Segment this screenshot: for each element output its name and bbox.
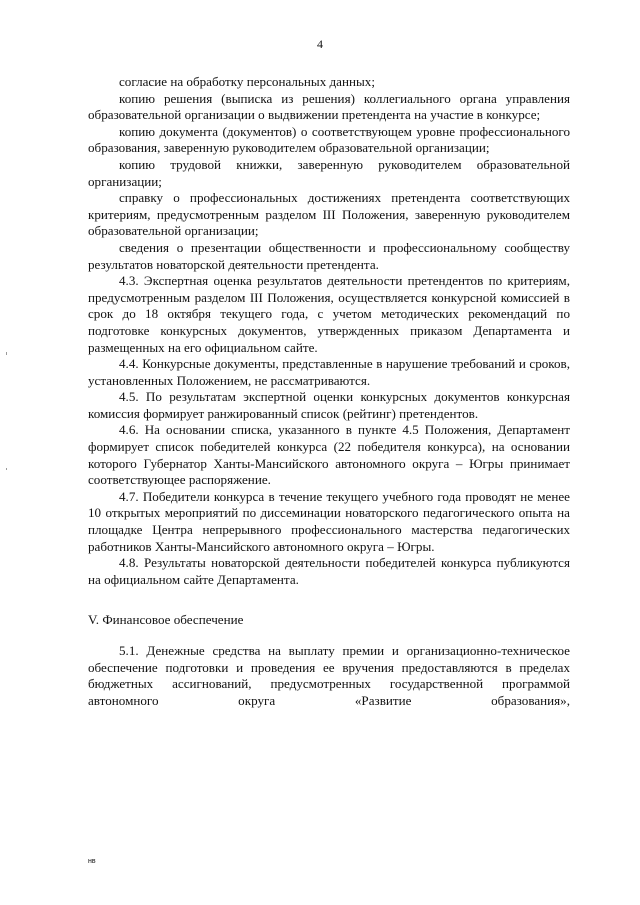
paragraph: 5.1. Денежные средства на выплату премии и организационно-техническое обеспечение подготовки и проведения ее вручения предоставляются в пределах бюджетных ассигнований, предусмотренных государственной программой автономного округа «Развитие образования»,: [88, 643, 570, 708]
paragraph: 4.5. По результатам экспертной оценки конкурсных документов конкурсная комиссия формирует ранжированный список (рейтинг) претендентов.: [88, 389, 570, 421]
paragraph: 4.4. Конкурсные документы, представленные в нарушение требований и сроков, установленных Положением, не рассматриваются.: [88, 356, 570, 388]
scan-speck: [6, 468, 7, 470]
section-heading: V. Финансовое обеспечение: [88, 612, 244, 628]
paragraph: копию документа (документов) о соответствующем уровне профессионального образования, заверенную руководителем образовательной организации;: [88, 123, 570, 156]
paragraph: 4.3. Экспертная оценка результатов деятельности претендентов по критериям, предусмотренным разделом III Положения, осуществляется конкурсной комиссией в срок до 18 октября текущего года, с учетом методических рекомендаций по подготовке конкурсных документов, утвержденных приказом Департамента и размещенных на его официальном сайте.: [88, 273, 570, 355]
paragraph: 4.6. На основании списка, указанного в пункте 4.5 Положения, Департамент формирует список победителей конкурса (22 победителя конкурса), на основании которого Губернатор Ханты-Мансийского автономного округа – Югры принимает соответствующее распоряжение.: [88, 422, 570, 488]
paragraph: справку о профессиональных достижениях претендента соответствующих критериям, предусмотренным разделом III Положения, заверенную руководителем образовательной организации;: [88, 190, 570, 239]
paragraph: 4.8. Результаты новаторской деятельности победителей конкурса публикуются на официальном сайте Департамента.: [88, 555, 570, 587]
paragraph: согласие на обработку персональных данных;: [119, 74, 375, 89]
scan-speck: [6, 352, 7, 355]
paragraph: копию решения (выписка из решения) коллегиального органа управления образовательной организации о выдвижении претендента на участие в конкурсе;: [88, 90, 570, 123]
paragraph: 4.7. Победители конкурса в течение текущего учебного года проводят не менее 10 открытых мероприятий по диссеминации новаторского педагогического опыта на площадке Центра непрерывного профессионального мастерства педагогических работников Ханты-Мансийского автономного округа – Югры.: [88, 488, 570, 554]
paragraph: сведения о презентации общественности и профессиональному сообществу результатов новаторской деятельности претендента.: [88, 239, 570, 272]
footer-mark: нв: [88, 858, 96, 865]
document-body: [88, 74, 570, 709]
page-number: 4: [317, 37, 323, 51]
paragraph: копию трудовой книжки, заверенную руководителем образовательной организации;: [88, 156, 570, 189]
